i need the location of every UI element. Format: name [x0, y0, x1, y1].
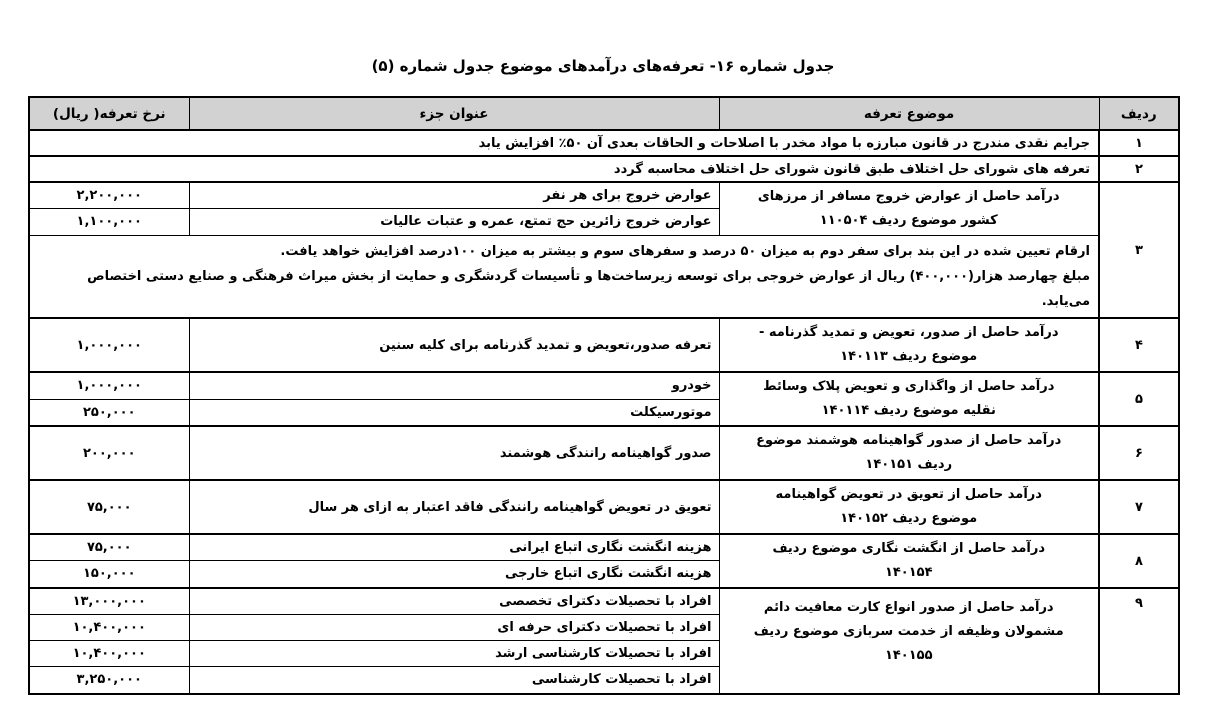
subject-cell: درآمد حاصل از واگذاری و تعویض پلاک وسائط نقلیه موضوع ردیف ۱۴۰۱۱۴	[719, 372, 1099, 426]
table-row-3-note	[29, 236, 1179, 319]
subject-cell: درآمد حاصل از صدور گواهینامه هوشمند موضوع ردیف ۱۴۰۱۵۱	[719, 426, 1099, 480]
subject-cell: درآمد حاصل از انگشت نگاری موضوع ردیف ۱۴۰۱۵۴	[719, 534, 1099, 588]
item-cell: افراد با تحصیلات کارشناسی	[189, 666, 719, 694]
column-header-item: عنوان جزء	[189, 97, 719, 130]
row-number-cell: ۳	[1099, 182, 1179, 318]
item-cell: عوارض خروج زائرین حج تمتع، عمره و عتبات عالیات	[189, 208, 719, 235]
item-cell: افراد با تحصیلات کارشناسی ارشد	[189, 640, 719, 666]
table-row-1	[29, 130, 1179, 156]
table-row-2	[29, 156, 1179, 182]
rate-cell: ۷۵,۰۰۰	[29, 534, 189, 560]
rate-cell: ۱,۰۰۰,۰۰۰	[29, 318, 189, 372]
rate-cell: ۱۵۰,۰۰۰	[29, 560, 189, 588]
column-header-row-number: ردیف	[1099, 97, 1179, 130]
note-line-1: ارقام تعیین شده در این بند برای سفر دوم به میزان ۵۰ درصد و سفرهای سوم و بیشتر به میزان ۱۰۰درصد افزایش خواهد یافت.	[280, 244, 1090, 259]
item-cell: افراد با تحصیلات دکترای حرفه ای	[189, 614, 719, 640]
tariff-table	[28, 96, 1180, 695]
item-cell: عوارض خروج برای هر نفر	[189, 182, 719, 208]
rate-cell: ۲,۲۰۰,۰۰۰	[29, 182, 189, 208]
table-row-3	[29, 182, 1179, 208]
row-number-cell: ۶	[1099, 426, 1179, 480]
rate-cell: ۳,۲۵۰,۰۰۰	[29, 666, 189, 694]
table-container	[28, 96, 1178, 695]
table-row-9	[29, 588, 1179, 614]
item-cell: تعویق در تعویض گواهینامه رانندگی فاقد اعتبار به ازای هر سال	[189, 480, 719, 534]
table-row-5	[29, 372, 1179, 399]
rate-cell: ۲۰۰,۰۰۰	[29, 426, 189, 480]
subject-cell: درآمد حاصل از صدور انواع کارت معافیت دائم مشمولان وظیفه از خدمت سربازی موضوع ردیف ۱۴۰۱۵۵	[719, 588, 1099, 694]
column-header-subject: موضوع تعرفه	[719, 97, 1099, 130]
rate-cell: ۱,۰۰۰,۰۰۰	[29, 372, 189, 399]
row-number-cell: ۵	[1099, 372, 1179, 426]
rate-cell: ۷۵,۰۰۰	[29, 480, 189, 534]
rate-cell: ۱۰,۴۰۰,۰۰۰	[29, 640, 189, 666]
row-number-cell: ۷	[1099, 480, 1179, 534]
table-row-4	[29, 318, 1179, 372]
row-number-cell: ۸	[1099, 534, 1179, 588]
item-cell: خودرو	[189, 372, 719, 399]
item-cell: موتورسیکلت	[189, 399, 719, 426]
page-title: جدول شماره ۱۶- تعرفه‌های درآمدهای موضوع جدول شماره (۵)	[371, 57, 835, 75]
item-cell: افراد با تحصیلات دکترای تخصصی	[189, 588, 719, 614]
full-width-cell: جرایم نقدی مندرج در قانون مبارزه با مواد مخدر با اصلاحات و الحاقات بعدی آن ۵۰٪ افزایش یابد	[29, 130, 1099, 156]
subject-cell: درآمد حاصل از صدور، تعویض و تمدید گذرنامه - موضوع ردیف ۱۴۰۱۱۳	[719, 318, 1099, 372]
subject-cell: درآمد حاصل از تعویق در تعویض گواهینامه موضوع ردیف ۱۴۰۱۵۲	[719, 480, 1099, 534]
table-row-6	[29, 426, 1179, 480]
table-row-7	[29, 480, 1179, 534]
column-header-rate: نرخ تعرفه( ریال)	[29, 97, 189, 130]
item-cell: تعرفه صدور،تعویض و تمدید گذرنامه برای کلیه سنین	[189, 318, 719, 372]
rate-cell: ۱۳,۰۰۰,۰۰۰	[29, 588, 189, 614]
item-cell: هزینه انگشت نگاری اتباع ایرانی	[189, 534, 719, 560]
rate-cell: ۱۰,۴۰۰,۰۰۰	[29, 614, 189, 640]
header-row	[29, 97, 1179, 130]
full-width-cell: تعرفه های شورای حل اختلاف طبق قانون شورای حل اختلاف محاسبه گردد	[29, 156, 1099, 182]
rate-cell: ۱,۱۰۰,۰۰۰	[29, 208, 189, 235]
note-line-2: مبلغ چهارصد هزار(۴۰۰,۰۰۰) ریال از عوارض خروجی برای توسعه زیرساخت‌ها و تأسیسات گردشگری و حمایت از بخش میراث فرهنگی و صنایع دستی اختصاص می‌یابد.	[87, 269, 1090, 309]
item-cell: هزینه انگشت نگاری اتباع خارجی	[189, 560, 719, 588]
row-number-cell: ۹	[1099, 588, 1179, 694]
subject-cell: درآمد حاصل از عوارض خروج مسافر از مرزهای کشور موضوع ردیف ۱۱۰۵۰۴	[719, 182, 1099, 236]
row-number-cell: ۲	[1099, 156, 1179, 182]
row-number-cell: ۴	[1099, 318, 1179, 372]
row-number-cell: ۱	[1099, 130, 1179, 156]
table-row-8	[29, 534, 1179, 560]
rate-cell: ۲۵۰,۰۰۰	[29, 399, 189, 426]
note-cell	[29, 236, 1099, 319]
item-cell: صدور گواهینامه رانندگی هوشمند	[189, 426, 719, 480]
